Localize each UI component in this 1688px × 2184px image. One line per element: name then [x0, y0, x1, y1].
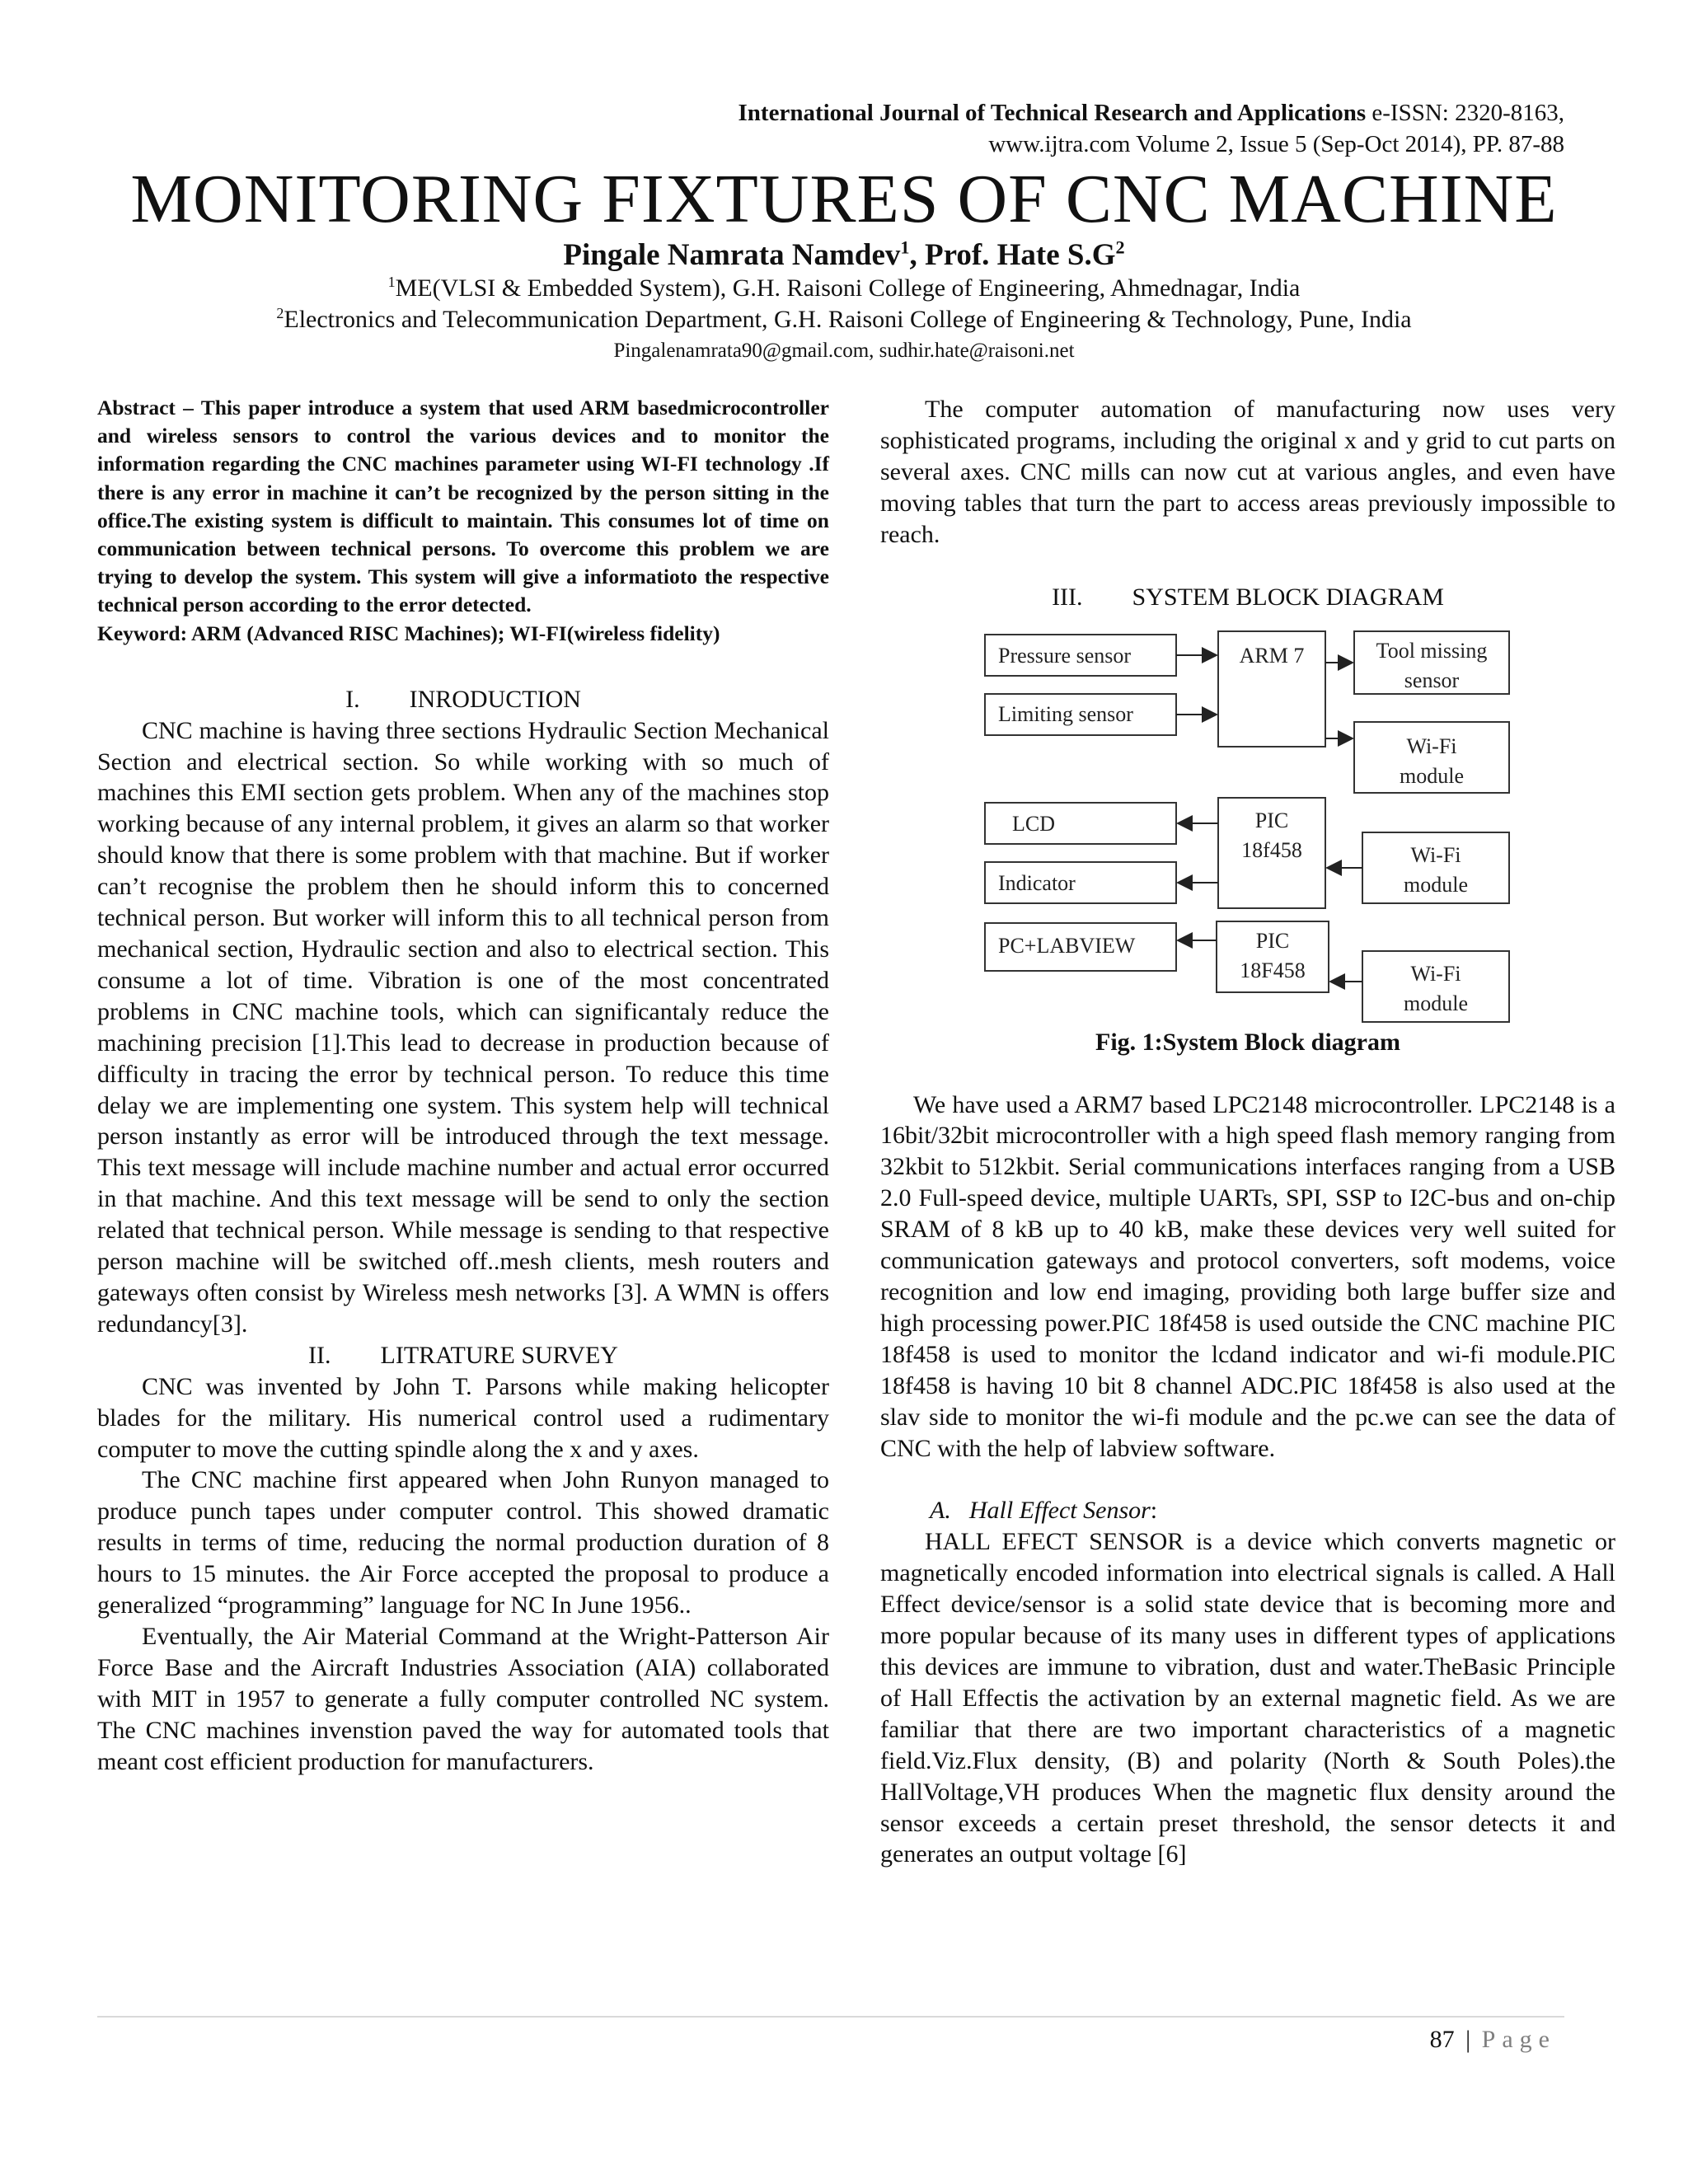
left-column: [97, 394, 829, 1778]
section-2-title: LITRATURE SURVEY: [380, 1341, 618, 1369]
wifi-2-label-2: module: [1404, 872, 1468, 897]
affiliation-1: [0, 274, 1688, 303]
spacer: [880, 1464, 1615, 1495]
section-1-title: INRODUCTION: [409, 685, 581, 713]
section-3-heading: [880, 582, 1615, 613]
section-2-heading: [97, 1340, 829, 1371]
arm7-label: ARM 7: [1239, 643, 1305, 668]
survey-paragraph-3: Eventually, the Air Material Command at the Wright-Patterson Air Force Base and the Aircraft Industries Association (AIA) collaborated with MIT in 1957 to generate a fully computer controlled NC system. The CNC machines invenstion paved the way for automated tools that meant cost efficient production for manufacturers.: [97, 1623, 829, 1775]
wifi-2-label-1: Wi-Fi: [1410, 842, 1461, 867]
section-1-heading: [97, 684, 829, 715]
lcd-label: LCD: [1012, 811, 1055, 836]
block-diagram-svg: [880, 623, 1615, 1027]
intro-paragraph: CNC machine is having three sections Hydraulic Section Mechanical Section and electrical section. So while working with so much of machines this EMI section gets problem. When any of the machines stop working because of any internal problem, it gives an alarm so that worker should know that there is some problem with that machine. But if worker can’t recognise the problem then he should inform this to concerned technical person. But worker will inform this to all technical person from mechanical section, Hydraulic section and also to electrical section. This consume a lot of time. Vibration is one of the most concentrated problems in CNC machine tools, which can significantaly reduce the machining precision [1].This lead to decrease in production because of difficulty in tracing the error by technical person. To reduce this time delay we are implementing one system. This system help will technical person instantly as error will be introduced through the text message. This text message will include machine number and actual error occurred in that machine. And this text message will be send to only the section related that technical person. While message is sending to that respective person machine will be switched off..mesh clients, mesh routers and gateways often consist by Wireless mesh networks [3]. A WMN is offers redundancy[3].: [97, 716, 829, 1338]
journal-issn: e-ISSN: 2320-8163,: [1372, 100, 1564, 126]
affiliation-2: [0, 305, 1688, 335]
section-3-title: SYSTEM BLOCK DIAGRAM: [1132, 583, 1444, 611]
author-separator: ,: [909, 238, 925, 272]
author-emails: Pingalenamrata90@gmail.com, sudhir.hate@raisoni.net: [613, 340, 1075, 362]
page-separator: |: [1465, 2026, 1471, 2053]
wifi-1-label-1: Wi-Fi: [1406, 733, 1457, 758]
wifi-1-label-2: module: [1400, 763, 1464, 788]
author-2-sup: 2: [1115, 237, 1125, 258]
subsection-a-colon: :: [1150, 1497, 1158, 1525]
survey-paragraph-2: The CNC machine first appeared when John Runyon managed to produce punch tapes under computer control. This showed dramatic results in terms of time, reducing the normal production duration of 8 hours to 15 minutes. the Air Force accepted the proposal to produce a generalized “programming” language for NC In June 1956..: [97, 1466, 829, 1619]
pc-labview-label: PC+LABVIEW: [998, 933, 1136, 958]
pic-1-label-1: PIC: [1254, 808, 1289, 832]
spacer: [880, 1058, 1615, 1090]
page-footer: [1430, 2024, 1556, 2055]
wifi-3-label-1: Wi-Fi: [1410, 961, 1461, 986]
journal-header-line1: [738, 97, 1564, 129]
survey-paragraph-1: CNC was invented by John T. Parsons while making helicopter blades for the military. His numerical control used a rudimentary computer to move the cutting spindle along the x and y axes.: [97, 1372, 829, 1463]
system-block-diagram: [880, 623, 1615, 1027]
pressure-sensor-label: Pressure sensor: [998, 643, 1132, 668]
subsection-a-heading: [930, 1495, 1615, 1526]
spacer: [97, 648, 829, 684]
block-paragraph: We have used a ARM7 based LPC2148 microcontroller. LPC2148 is a 16bit/32bit microcontroller with a high speed flash memory ranging from 32kbit to 512kbit. Serial communications interfaces ranging from a USB 2.0 Full-speed device, multiple UARTs, SPI, SSP to I2C-bus and on-chip SRAM of 8 kB up to 40 kB, make these devices very well suited for communication gateways and protocol converters, soft modems, voice recognition and low end imaging, providing both large buffer size and high processing power.PIC 18f458 is used outside the CNC machine PIC 18f458 is used to monitor the lcdand indicator and wi-fi module.PIC 18f458 is having 10 bit 8 channel ADC.PIC 18f458 is also used at the slav side to monitor the wi-fi module and the pc.we can see the data of CNC with the help of labview software.: [880, 1090, 1615, 1462]
footer-rule: [97, 2016, 1564, 2018]
affiliation-1-text: ME(VLSI & Embedded System), G.H. Raisoni College of Engineering, Ahmednagar, India: [395, 274, 1301, 302]
limiting-sensor-label: Limiting sensor: [998, 701, 1133, 726]
indicator-label: Indicator: [998, 870, 1076, 895]
page-number: 87: [1429, 2026, 1455, 2053]
authors: [0, 237, 1688, 274]
figure-caption: Fig. 1:System Block diagram: [1095, 1028, 1400, 1056]
section-3-number: III.: [1052, 583, 1083, 611]
pic-2-label-2: 18F458: [1240, 958, 1306, 982]
subsection-a-title: Hall Effect Sensor: [968, 1497, 1151, 1525]
author-1-sup: 1: [900, 237, 910, 258]
journal-header-line2: www.ijtra.com Volume 2, Issue 5 (Sep-Oct 2014), PP. 87-88: [988, 131, 1564, 157]
section-1-number: I.: [345, 685, 360, 713]
affiliation-2-sup: 2: [276, 305, 284, 321]
tool-missing-label-1: Tool missing: [1376, 638, 1488, 663]
subsection-a-number: A.: [930, 1497, 951, 1525]
paper-title: MONITORING FIXTURES OF CNC MACHINE: [130, 161, 1558, 237]
section-2-number: II.: [308, 1341, 331, 1369]
pic-1-label-2: 18f458: [1241, 837, 1302, 862]
abstract: Abstract – This paper introduce a system that used ARM basedmicrocontroller and wireless sensors to control the various devices and to monitor the information regarding the CNC machines parameter using WI-FI technology .If there is any error in machine it can’t be recognized by the person sitting in the office.The existing system is difficult to maintain. This consumes lot of time on communication between technical persons. To overcome this problem we are trying to develop the system. This system will give a informatioto the respective technical person according to the error detected.: [97, 396, 829, 617]
pic-2-label-1: PIC: [1255, 928, 1290, 953]
right-column: [880, 394, 1615, 1870]
wifi-3-label-2: module: [1404, 991, 1468, 1015]
author-2: Prof. Hate S.G: [924, 238, 1116, 272]
journal-name: International Journal of Technical Research and Applications: [738, 100, 1367, 126]
keywords: Keyword: ARM (Advanced RISC Machines); WI-FI(wireless fidelity): [97, 621, 720, 645]
affiliation-1-sup: 1: [387, 274, 396, 290]
spacer: [880, 551, 1615, 582]
survey-paragraph-4: The computer automation of manufacturing now uses very sophisticated programs, including the original x and y grid to cut parts on several axes. CNC mills can now cut at various angles, and even have moving tables that turn the part to access areas previously impossible to reach.: [880, 396, 1615, 548]
author-1: Pingale Namrata Namdev: [563, 238, 901, 272]
hall-paragraph: HALL EFECT SENSOR is a device which converts magnetic or magnetically encoded information into electrical signals is called. A Hall Effect device/sensor is a solid state device that is becoming more and more popular because of its many uses in different types of applications this devices are immune to vibration, dust and water.TheBasic Principle of Hall Effectis the activation by an external magnetic field. As we are familiar that there are two important characteristics of a magnetic field.Viz.Flux density, (B) and polarity (North & South Poles).the HallVoltage,VH produces When the magnetic flux density around the sensor exceeds a certain preset threshold, the sensor detects it and generates an output voltage [6]: [880, 1528, 1615, 1868]
affiliation-2-text: Electronics and Telecommunication Department, G.H. Raisoni College of Engineering & Technology, Pune, India: [284, 306, 1412, 333]
page-word: Page: [1481, 2026, 1556, 2053]
tool-missing-label-2: sensor: [1404, 668, 1460, 692]
